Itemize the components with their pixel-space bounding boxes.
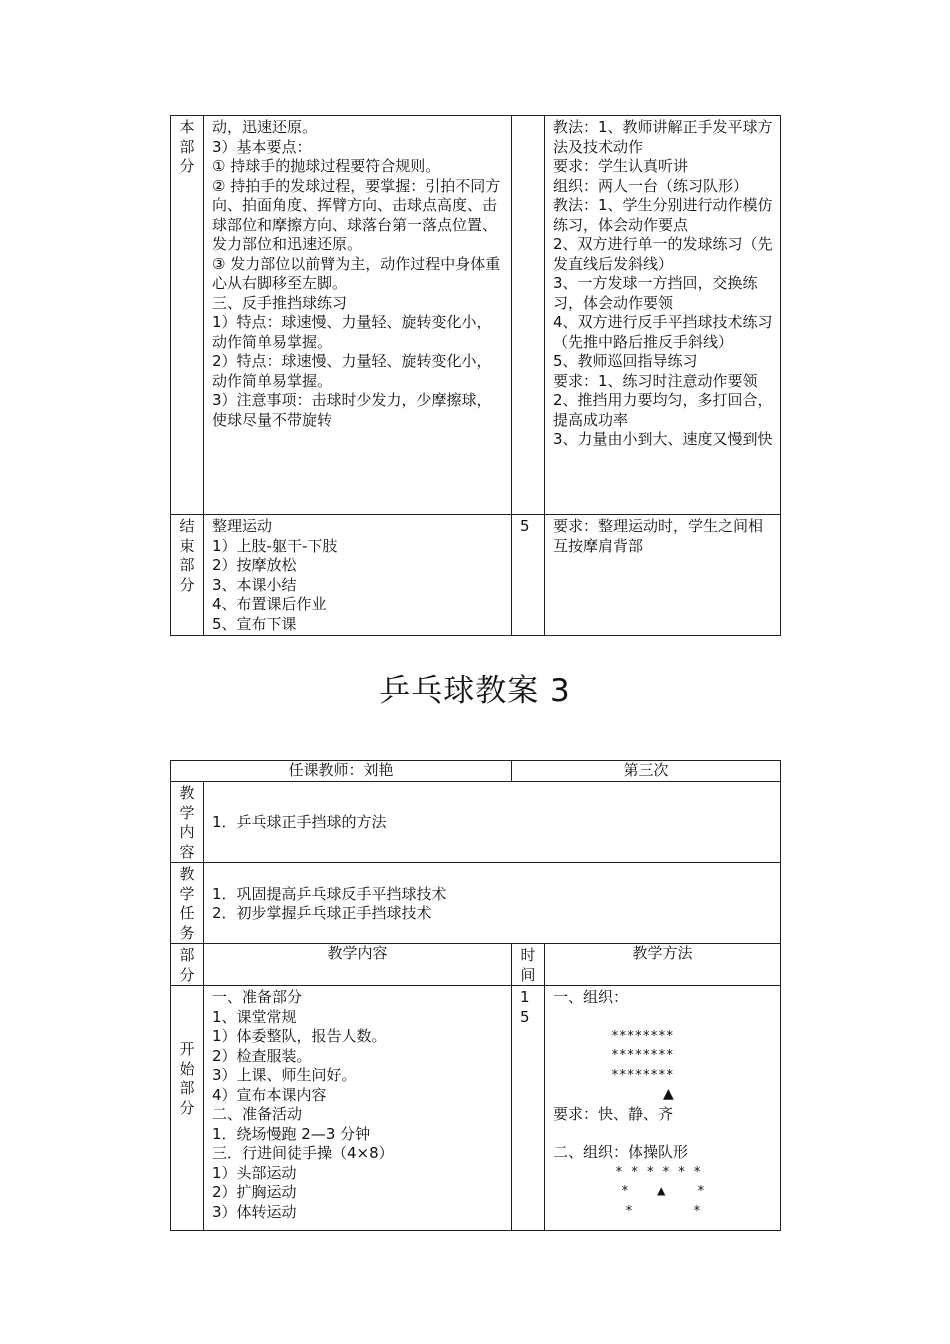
teaching-content (204, 782, 781, 863)
list-item: 3）基本要点： (212, 137, 312, 156)
table-row-main-part (171, 116, 781, 515)
organization-label: 一、组织： (553, 988, 629, 1006)
start-part-method (545, 986, 781, 1231)
list-item: 三、反手推挡球练习 (212, 293, 348, 312)
list-item: 3、本课小结 (212, 575, 297, 594)
main-part-content (204, 116, 512, 515)
header-method: 教学方法 (545, 944, 781, 986)
list-item: ② 持拍手的发球过程，要掌握：引拍不同方向、拍面角度、挥臂方向、击球点高度、击球部位和摩擦方向、球落台第一落点位置、发力部位和迅速还原。 (212, 176, 501, 253)
list-item: 组织：两人一台（练习队形） (553, 176, 749, 195)
teaching-tasks (204, 863, 781, 944)
section-label-end: 结 束 部 分 (171, 515, 204, 636)
formation-row: ******** (611, 1048, 674, 1063)
list-item: 3、力量由小到大、速度又慢到快 (553, 430, 773, 448)
end-part-method (545, 515, 781, 636)
page-title: 乒乓球教案 3 (379, 673, 571, 709)
list-item: 1）特点：球速慢、力量轻、旋转变化小，动作简单易掌握。 (212, 313, 492, 351)
lesson-number-cell: 第三次 (512, 761, 781, 782)
start-part-content (204, 986, 512, 1231)
list-item: 1、课堂常规 (212, 1007, 297, 1026)
list-item: 2）按摩放松 (212, 556, 297, 574)
header-section: 部 分 (171, 944, 204, 986)
teacher-position-marker: ▲ (657, 1183, 666, 1199)
teacher-position-marker: ▲ (663, 1086, 674, 1102)
list-item: 1）上肢-躯干-下肢 (212, 536, 338, 555)
section-label-start: 开 始 部 分 (171, 986, 204, 1231)
header-time: 时 间 (512, 944, 545, 986)
table-row-end-part (171, 515, 781, 636)
teacher-row (171, 761, 781, 782)
column-header-row (171, 944, 781, 986)
end-part-time: 5 (512, 515, 545, 636)
task-label: 教 学 任 务 (171, 863, 204, 944)
organization-label-2: 二、组织：体操队形 (553, 1143, 689, 1161)
list-item: 4、布置课后作业 (212, 595, 327, 613)
list-item: 二、准备活动 (212, 1105, 303, 1123)
list-item: 4、双方进行反手平挡球技术练习（先推中路后推反手斜线） (553, 313, 773, 351)
main-part-time (512, 116, 545, 515)
list-item: 要求：学生认真听讲 (553, 157, 689, 175)
list-item: 2）特点：球速慢、力量轻、旋转变化小，动作简单易掌握。 (212, 352, 492, 390)
requirement-text: 要求：快、静、齐 (553, 1104, 674, 1123)
formation-row: * * * * * * (615, 1164, 702, 1180)
formation-row: ******** (611, 1067, 674, 1083)
list-item: 要求：整理运动时，学生之间相互按摩肩背部 (553, 517, 764, 555)
list-item: 3、一方发球一方挡回，交换练习，体会动作要领 (553, 274, 758, 312)
list-item: 5、宣布下课 (212, 614, 297, 633)
list-item: 1）头部运动 (212, 1163, 297, 1182)
list-item: 5、教师巡回指导练习 (553, 352, 698, 370)
list-item: ① 持球手的抛球过程要符合规则。 (212, 157, 441, 175)
list-item: 教法：1、学生分别进行动作模仿练习，体会动作要点 (553, 196, 773, 234)
list-item: 3）体转运动 (212, 1202, 297, 1221)
list-item: 2、双方进行单一的发球练习（先发直线后发斜线） (553, 235, 773, 273)
list-item: 1．绕场慢跑 2—3 分钟 (212, 1124, 371, 1143)
list-item: 1．巩固提高乒乓球反手平挡球技术 (212, 884, 447, 903)
list-item: 要求：1、练习时注意动作要领 (553, 371, 758, 390)
list-item: 整理运动 (212, 517, 273, 535)
teacher-cell: 任课教师：刘艳 (171, 761, 512, 782)
list-item: 1．乒乓球正手挡球的方法 (212, 813, 387, 832)
list-item: 3）注意事项：击球时少发力，少摩擦球，使球尽量不带旋转 (212, 391, 492, 429)
list-item: 一、准备部分 (212, 988, 303, 1006)
header-content: 教学内容 (204, 944, 512, 986)
start-part-time: 1 5 (512, 986, 545, 1231)
formation-row: * ▲ * (553, 1182, 774, 1202)
list-item: 4）宣布本课内容 (212, 1085, 327, 1104)
table-row-start-part (171, 986, 781, 1231)
list-item: 3）上课、师生问好。 (212, 1066, 357, 1084)
lesson-table-3 (170, 760, 781, 1231)
list-item: 2、推挡用力要均匀，多打回合，提高成功率 (553, 391, 773, 429)
task-row (171, 863, 781, 944)
list-item: 动，迅速还原。 (212, 118, 318, 136)
content-label: 教 学 内 容 (171, 782, 204, 863)
list-item: 教法：1、教师讲解正手发平球方法及技术动作 (553, 118, 773, 156)
section-label-main: 本 部 分 (171, 116, 204, 515)
content-row (171, 782, 781, 863)
list-item: 三．行进间徒手操（4×8） (212, 1144, 394, 1162)
list-item: 2）扩胸运动 (212, 1183, 297, 1201)
list-item: 2．初步掌握乒乓球正手挡球技术 (212, 904, 432, 922)
list-item: 1）体委整队，报告人数。 (212, 1027, 387, 1045)
end-part-content (204, 515, 512, 636)
lesson-table-continued (170, 115, 781, 636)
list-item: ③ 发力部位以前臂为主，动作过程中身体重心从右脚移至左脚。 (212, 254, 501, 292)
main-part-method (545, 116, 781, 515)
formation-row: * * (625, 1203, 701, 1219)
list-item: 2）检查服装。 (212, 1046, 312, 1065)
formation-row: ******** (611, 1028, 674, 1044)
